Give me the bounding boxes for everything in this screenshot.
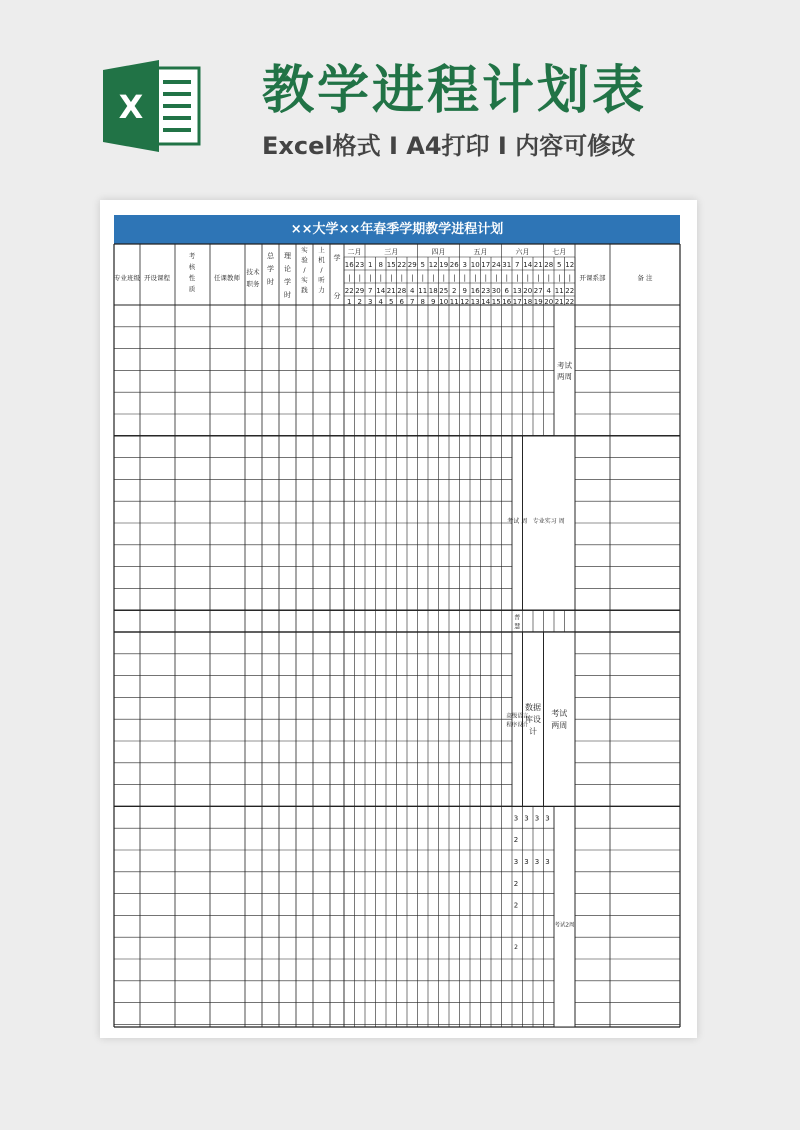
week-separator: | [400, 274, 403, 282]
week-separator: | [411, 274, 414, 282]
cell-value: 2 [513, 879, 519, 888]
week-end-day: 27 [533, 287, 543, 295]
week-end-day: 11 [418, 287, 428, 295]
week-end-day: 20 [523, 287, 533, 295]
week-end-day: 30 [491, 287, 501, 295]
col-header: 性 [188, 274, 196, 282]
sheet-title: ××大学××年春季学期教学进程计划 [114, 215, 680, 244]
week-end-day: 28 [397, 287, 407, 295]
week-number: 5 [389, 298, 394, 306]
cell-value: 3 [524, 814, 529, 823]
week-start-day: 22 [397, 261, 407, 269]
week-number: 1 [347, 298, 352, 306]
note-hui: 普 [514, 614, 521, 622]
page-title: 教学进程计划表 [262, 61, 648, 121]
week-start-day: 19 [439, 261, 449, 269]
week-separator: | [474, 274, 477, 282]
week-end-day: 4 [410, 287, 415, 295]
col-header: 时 [267, 278, 274, 286]
merged-exam-cell-3 [555, 807, 575, 1027]
week-end-day: 18 [428, 287, 438, 295]
week-separator: | [453, 274, 456, 282]
week-end-day: 7 [368, 287, 373, 295]
excel-logo-icon [103, 60, 203, 152]
col-header: 学 [267, 265, 274, 273]
week-end-day: 21 [386, 287, 396, 295]
week-separator: | [432, 274, 435, 282]
week-end-day: 4 [546, 287, 551, 295]
col-header: 开课系部 [579, 274, 606, 282]
week-separator: | [505, 274, 508, 282]
col-header: 质 [188, 285, 196, 293]
week-start-day: 24 [491, 261, 501, 269]
week-start-day: 10 [470, 261, 480, 269]
week-number: 16 [502, 298, 512, 306]
col-header: 考 [188, 252, 196, 260]
week-separator: | [379, 274, 382, 282]
col-header: 力 [318, 286, 325, 294]
col-header: 职务 [246, 280, 260, 288]
cell-value: 3 [524, 858, 529, 866]
note-hui: 慧 [514, 623, 521, 631]
week-number: 15 [491, 298, 501, 306]
note-database-design: 数据 [525, 703, 541, 713]
week-start-day: 17 [481, 261, 491, 269]
week-separator: | [369, 274, 372, 282]
week-end-day: 22 [565, 287, 575, 295]
col-header: 总 [267, 252, 274, 260]
week-number: 21 [554, 298, 564, 306]
week-separator: | [421, 274, 424, 282]
week-start-day: 31 [502, 261, 512, 269]
week-end-day: 29 [355, 287, 365, 295]
week-end-day: 13 [512, 287, 522, 295]
cell-value: 3 [545, 814, 550, 823]
month-label: 五月 [473, 248, 488, 256]
month-label: 三月 [384, 248, 399, 256]
col-header: 践 [301, 286, 308, 294]
week-separator: | [463, 274, 466, 282]
note-exam-two-weeks: 考试 [557, 360, 572, 370]
col-header: 专业班级 [114, 274, 140, 282]
merged-exam-cell [555, 306, 575, 436]
week-separator: | [558, 274, 561, 282]
cell-value: 3 [534, 858, 540, 866]
col-header: 论 [284, 265, 291, 273]
week-separator: | [537, 274, 540, 282]
col-header: / [303, 266, 306, 274]
month-label: 六月 [515, 248, 530, 256]
note-exam-two-weeks-2: 两周 [551, 721, 568, 731]
cell-value: 2 [513, 836, 519, 845]
schedule-table [100, 200, 697, 1038]
week-end-day: 22 [344, 287, 354, 295]
week-separator: | [516, 274, 519, 282]
cell-value: 3 [513, 814, 519, 823]
note-advanced-lang: 高级语言 [506, 713, 529, 720]
note-exam-two-weeks-2: 考试 [551, 709, 568, 719]
cell-value: 3 [513, 858, 519, 866]
week-end-day: 23 [481, 287, 491, 295]
note-database-design: 计 [529, 727, 537, 737]
sheet-paper [100, 200, 697, 1038]
svg-text:X: X [118, 88, 144, 126]
week-start-day: 23 [355, 261, 365, 269]
cell-value: 2 [513, 901, 519, 910]
week-start-day: 26 [449, 261, 459, 269]
week-end-day: 25 [439, 287, 449, 295]
week-number: 2 [357, 298, 362, 306]
week-number: 12 [460, 298, 470, 306]
week-number: 10 [439, 298, 449, 306]
note-advanced-lang: 程序设计 [506, 722, 529, 729]
week-number: 6 [399, 298, 404, 306]
col-header: 任课教师 [214, 274, 240, 282]
week-start-day: 21 [533, 261, 543, 269]
week-number: 9 [431, 298, 436, 306]
week-separator: | [495, 274, 498, 282]
month-label: 二月 [347, 248, 362, 256]
week-start-day: 16 [344, 261, 354, 269]
col-header: 技术 [246, 268, 260, 276]
week-number: 7 [410, 298, 415, 306]
week-number: 22 [565, 298, 575, 306]
week-start-day: 3 [462, 261, 467, 269]
col-header: 学 [333, 254, 341, 262]
col-header: 核 [188, 263, 196, 271]
week-number: 20 [544, 298, 554, 306]
week-start-day: 15 [386, 261, 396, 269]
note-database-design: 库设 [525, 715, 541, 725]
week-number: 4 [378, 298, 383, 306]
week-start-day: 14 [523, 261, 533, 269]
col-header: 备 注 [637, 274, 653, 282]
week-separator: | [484, 274, 487, 282]
week-end-day: 14 [376, 287, 386, 295]
week-number: 14 [481, 298, 491, 306]
merged-exam-cell-2 [544, 633, 575, 806]
week-separator: | [442, 274, 445, 282]
week-number: 18 [523, 298, 533, 306]
col-header: 时 [284, 291, 291, 299]
week-start-day: 1 [368, 261, 373, 269]
week-end-day: 9 [462, 287, 467, 295]
week-start-day: 5 [420, 261, 425, 269]
week-start-day: 5 [557, 261, 562, 269]
col-header: 开设课程 [144, 274, 170, 282]
week-end-day: 16 [470, 287, 480, 295]
week-start-day: 12 [565, 261, 575, 269]
col-header: / [320, 266, 323, 274]
week-end-day: 11 [554, 287, 564, 295]
week-number: 11 [449, 298, 459, 306]
col-header: 学 [284, 278, 291, 286]
col-header: 实 [301, 276, 308, 284]
week-separator: | [568, 274, 571, 282]
col-header: 分 [333, 292, 341, 300]
col-header: 理 [284, 252, 291, 260]
note-exam-week: 考试 周 [507, 518, 528, 525]
note-internship-week: 专业实习 周 [532, 518, 565, 525]
note-exam-weeks-small: 考试2周 [554, 922, 575, 929]
week-number: 3 [368, 298, 373, 306]
week-start-day: 28 [544, 261, 554, 269]
week-start-day: 7 [515, 261, 520, 269]
cell-value: 3 [545, 858, 550, 866]
page-subtitle: Excel格式 I A4打印 I 内容可修改 [262, 132, 636, 160]
week-number: 13 [470, 298, 480, 306]
week-separator: | [547, 274, 550, 282]
week-separator: | [526, 274, 529, 282]
week-end-day: 6 [504, 287, 509, 295]
week-start-day: 8 [378, 261, 383, 269]
col-header: 听 [318, 276, 325, 284]
col-header: 机 [318, 256, 325, 264]
week-number: 19 [533, 298, 543, 306]
col-header: 上 [318, 246, 325, 254]
cell-value: 3 [534, 814, 540, 823]
week-separator: | [348, 274, 351, 282]
week-start-day: 29 [407, 261, 417, 269]
note-exam-two-weeks: 两周 [557, 371, 572, 381]
week-separator: | [358, 274, 361, 282]
col-header: 验 [301, 256, 308, 264]
week-number: 17 [512, 298, 522, 306]
week-end-day: 2 [452, 287, 457, 295]
month-label: 四月 [431, 248, 446, 256]
month-label: 七月 [552, 248, 567, 256]
week-separator: | [390, 274, 393, 282]
cell-value: 2 [514, 944, 518, 952]
col-header: 实 [301, 246, 308, 254]
week-start-day: 12 [428, 261, 438, 269]
week-number: 8 [420, 298, 425, 306]
